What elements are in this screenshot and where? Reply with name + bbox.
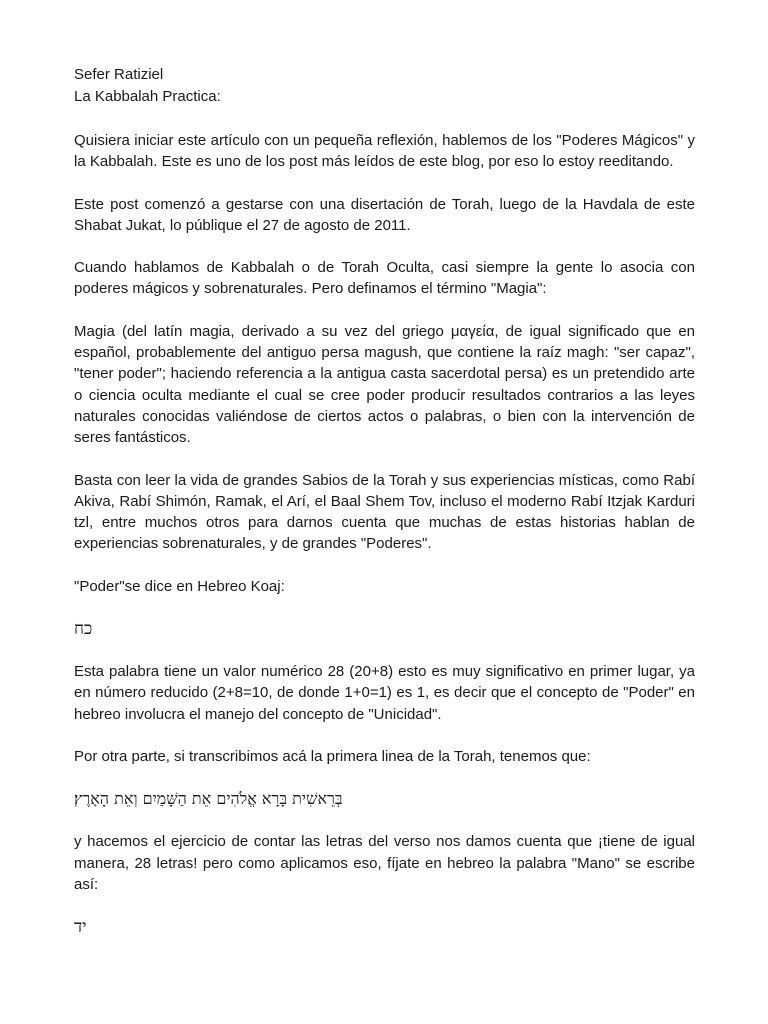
paragraph-sages: Basta con leer la vida de grandes Sabios de la Torah y sus experiencias místicas, como Rabí Akiva, Rabí Shimón, Ramak, el Arí, el Baal Shem Tov, incluso el moderno Rabí Itzjak Karduri tzl, entre muchos otros para darnos cuenta que muchas de estas historias hablan de experiencias sobrenaturales, y de grandes "Poderes". (74, 471, 695, 553)
hebrew-verse-bereshit: בְּרֵאשִׁית בָּרָא אֱלֹהִים אֵת הַשָּׁמַיִם וְאֵת הָאָרֶץ׃ (74, 789, 343, 809)
hebrew-koaj: כח (74, 619, 93, 640)
paragraph-magic-definition: Magia (del latín magia, derivado a su vez del griego μαγεία, de igual significado que en español, probablemente del antiguo persa magush, que contiene la raíz magh: "ser capaz", "tener poder"; haciendo referencia a la antigua casta sacerdotal persa) es un pretendido arte o ciencia oculta mediante el cual se cree poder producir resultados contrarios a las leyes naturales conocidas valiéndose de ciertos actos o palabras, o bien con la intervención de seres fantásticos. (74, 322, 695, 447)
paragraph-origin: Este post comenzó a gestarse con una disertación de Torah, luego de la Havdala de este Shabat Jukat, lo públique el 27 de agosto de 2011. (74, 195, 695, 234)
paragraph-koaj-intro: "Poder"se dice en Hebreo Koaj: (74, 577, 285, 595)
paragraph-numeric-value: Esta palabra tiene un valor numérico 28 (20+8) esto es muy significativo en primer lugar, ya en número reducido (2+8=10, de donde 1+0=1) es 1, es decir que el concepto de "Poder" en hebreo involucra el manejo del concepto de "Unicidad". (74, 663, 695, 723)
paragraph-kabbalah-association: Cuando hablamos de Kabbalah o de Torah Oculta, casi siempre la gente lo asocia con poderes mágicos y sobrenaturales. Pero definamos el término "Magia": (74, 259, 695, 298)
document-title: Sefer Ratiziel (74, 66, 164, 83)
paragraph-intro: Quisiera iniciar este artículo con un pequeña reflexión, hablemos de los "Poderes Mágicos" y la Kabbalah. Este es uno de los post más leídos de este blog, por eso lo estoy reeditando. (74, 132, 695, 171)
hebrew-yad: יד (74, 917, 87, 938)
document-subtitle: La Kabbalah Practica: (74, 88, 221, 105)
paragraph-letter-count: y hacemos el ejercicio de contar las letras del verso nos damos cuenta que ¡tiene de igual manera, 28 letras! pero como aplicamos eso, fíjate en hebreo la palabra "Mano" se escribe así: (74, 833, 695, 893)
paragraph-torah-first-line: Por otra parte, si transcribimos acá la primera linea de la Torah, tenemos que: (74, 747, 591, 765)
